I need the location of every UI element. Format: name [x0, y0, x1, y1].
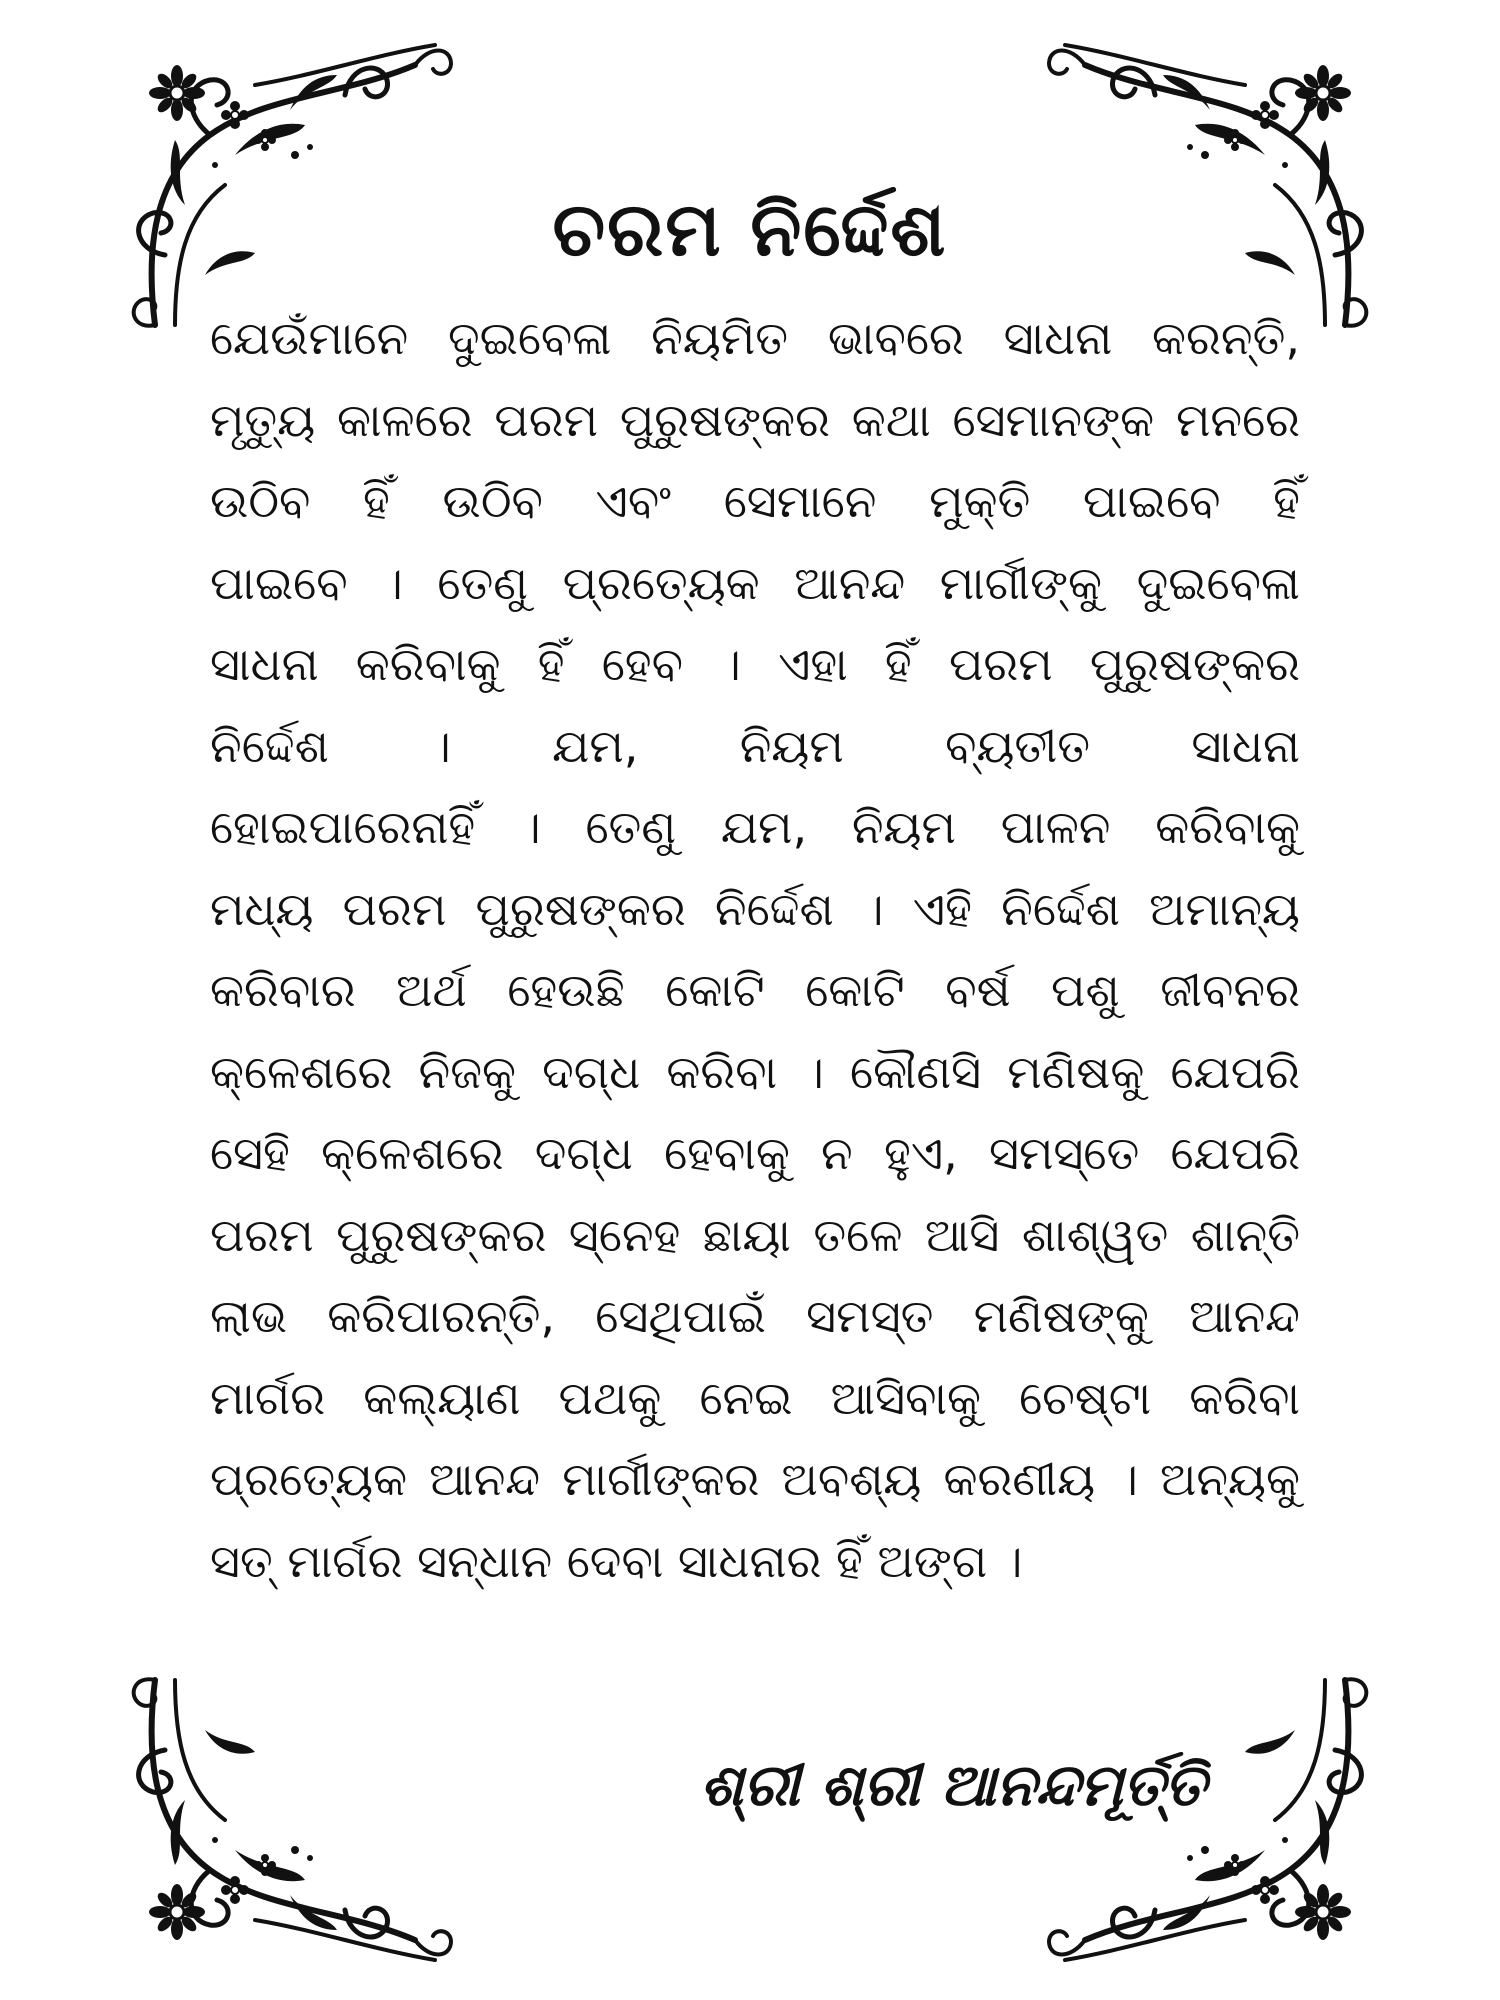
bottom-left-floral-flourish-icon [115, 1660, 455, 1980]
text-line: ସତ୍ ମାର୍ଗର ସନ୍ଧାନ ଦେବା ସାଧନାର ହିଁ ଅଙ୍ଗ । [210, 1533, 1023, 1588]
text-line: କ୍ଳେଶରେ ନିଜକୁ ଦଗ୍ଧ କରିବା । କୌଣସି ମଣିଷକୁ ଯେପରି [210, 1044, 1300, 1099]
text-line: ମଧ୍ୟ ପରମ ପୁରୁଷଙ୍କର ନିର୍ଦ୍ଦେଶ । ଏହି ନିର୍ଦ୍ଦେଶ ଅମାନ୍ୟ [210, 881, 1300, 936]
text-line: ପରମ ପୁରୁଷଙ୍କର ସ୍ନେହ ଛାୟା ତଳେ ଆସି ଶାଶ୍ୱତ ଶାନ୍ତି [210, 1207, 1300, 1262]
text-line: ଯେଉଁମାନେ ଦୁଇବେଳା ନିୟମିତ ଭାବରେ ସାଧନା କରନ୍ତି, [210, 311, 1300, 365]
text-line: ପାଇବେ । ତେଣୁ ପ୍ରତ୍ୟେକ ଆନନ୍ଦ ମାର୍ଗୀଙ୍କୁ ଦୁଇବେଳା [210, 555, 1300, 610]
text-line: ଉଠିବ ହିଁ ଉଠିବ ଏବଂ ସେମାନେ ମୁକ୍ତି ପାଇବେ ହିଁ [210, 474, 1300, 528]
text-line: ସେହି କ୍ଳେଶରେ ଦଗ୍ଧ ହେବାକୁ ନ ହୁଏ, ସମସ୍ତେ ଯେପରି [210, 1126, 1300, 1180]
text-line: ସାଧନା କରିବାକୁ ହିଁ ହେବ । ଏହା ହିଁ ପରମ ପୁରୁଷଙ୍କର [210, 637, 1300, 691]
author-signature: ଶ୍ରୀ ଶ୍ରୀ ଆନନ୍ଦମୂର୍ତ୍ତି [700, 1751, 1206, 1819]
body-text [210, 298, 1300, 1602]
text-line: ମାର୍ଗର କଲ୍ୟାଣ ପଥକୁ ନେଇ ଆସିବାକୁ ଚେଷ୍ଟା କରିବା [210, 1370, 1300, 1425]
text-line: ପ୍ରତ୍ୟେକ ଆନନ୍ଦ ମାର୍ଗୀଙ୍କର ଅବଶ୍ୟ କରଣୀୟ । ଅନ୍ୟକୁ [210, 1452, 1300, 1506]
text-line: ଲାଭ କରିପାରନ୍ତି, ସେଥିପାଇଁ ସମସ୍ତ ମଣିଷଙ୍କୁ ଆନନ୍ଦ [210, 1289, 1300, 1343]
text-line: ନିର୍ଦ୍ଦେଶ । ଯମ, ନିୟମ ବ୍ୟତୀତ ସାଧନା [210, 718, 1300, 773]
text-line: କରିବାର ଅର୍ଥ ହେଉଛି କୋଟି କୋଟି ବର୍ଷ ପଶୁ ଜୀବନର [210, 963, 1300, 1017]
text-line: ମୃତ୍ୟୁ କାଳରେ ପରମ ପୁରୁଷଙ୍କର କଥା ସେମାନଙ୍କ ମନରେ [210, 392, 1300, 447]
document-title: ଚରମ ନିର୍ଦ୍ଦେଶ [552, 187, 948, 273]
text-line: ହୋଇପାରେନାହିଁ । ତେଣୁ ଯମ, ନିୟମ ପାଳନ କରିବାକୁ [210, 800, 1300, 854]
